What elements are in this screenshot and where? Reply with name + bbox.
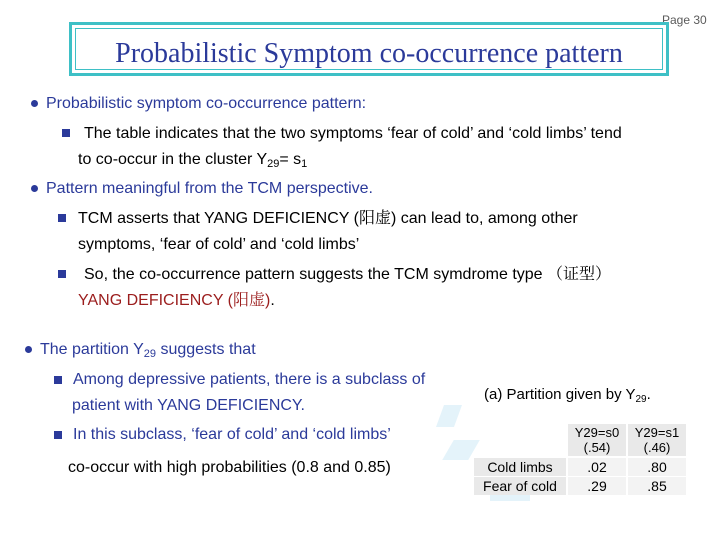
cell-cold-limbs-s0: .02 xyxy=(568,458,626,476)
page-number: Page 30 xyxy=(662,13,707,27)
column-header-s1-label: Y29=s1 xyxy=(634,425,680,440)
bullet-2-2-line1: So, the co-occurrence pattern suggests the TCM symdrome type （证型） xyxy=(84,266,612,283)
row-label-cold-limbs: Cold limbs xyxy=(474,458,566,476)
bullet-dot-1 xyxy=(31,100,38,107)
bullet-dot-3 xyxy=(25,346,32,353)
cluster-subscript: 29 xyxy=(267,158,280,170)
figure-caption-sub: 29 xyxy=(635,394,647,405)
partition-table-figure xyxy=(468,378,698,503)
column-header-s1 xyxy=(628,424,686,456)
table-row xyxy=(474,477,686,495)
table-row xyxy=(474,458,686,476)
column-header-s0-pct: (.54) xyxy=(583,440,611,455)
bullet-2-2-line2 xyxy=(78,291,275,311)
bullet-1-text: Probabilistic symptom co-occurrence pattern: xyxy=(46,95,367,112)
bullet-2-2-line2-end: . xyxy=(270,292,275,309)
state-subscript: 1 xyxy=(301,158,308,170)
bullet-2-1-line1: TCM asserts that YANG DEFICIENCY (阳虚) can lead to, among other xyxy=(78,210,578,227)
bullet-3-pre: The partition Y xyxy=(40,341,144,358)
bullet-square-3-2 xyxy=(54,431,62,439)
cell-cold-limbs-s1: .80 xyxy=(628,458,686,476)
bullet-square-1-1 xyxy=(62,129,70,137)
bullet-3-post: suggests that xyxy=(156,341,256,358)
bullet-1-1-line2 xyxy=(78,150,307,174)
bullet-square-2-1 xyxy=(58,214,66,222)
cell-fear-of-cold-s1: .85 xyxy=(628,477,686,495)
figure-caption-post: . xyxy=(646,386,651,403)
title-box xyxy=(69,22,669,76)
bullet-1-1-line2-pre: to co-occur in the cluster Y xyxy=(78,151,268,168)
bullet-square-3-1 xyxy=(54,376,62,384)
bullet-3-text xyxy=(40,340,256,364)
column-header-s1-pct: (.46) xyxy=(643,440,671,455)
table-header-row xyxy=(474,424,686,456)
partition-subscript: 29 xyxy=(143,348,157,360)
figure-caption-pre: (a) Partition given by Y xyxy=(484,386,636,403)
slide-title: Probabilistic Symptom co-occurrence pattern xyxy=(115,38,623,69)
column-header-s0-label: Y29=s0 xyxy=(574,425,620,440)
bullet-square-2-2 xyxy=(58,270,66,278)
cell-fear-of-cold-s0: .29 xyxy=(568,477,626,495)
bullet-2-text: Pattern meaningful from the TCM perspective. xyxy=(46,180,373,197)
figure-caption xyxy=(484,386,651,405)
bullet-dot-2 xyxy=(31,185,38,192)
bullet-2-1-line2: symptoms, ‘fear of cold’ and ‘cold limbs’ xyxy=(78,236,360,253)
decorative-shape xyxy=(436,405,462,427)
column-header-s0 xyxy=(568,424,626,456)
bullet-1-1-line1: The table indicates that the two symptoms ‘fear of cold’ and ‘cold limbs’ tend xyxy=(84,125,622,142)
bullet-3-2-line1: In this subclass, ‘fear of cold’ and ‘cold limbs’ xyxy=(73,426,391,443)
bullet-3-1-line1: Among depressive patients, there is a subclass of xyxy=(73,371,426,388)
bullet-3-1-line2: patient with YANG DEFICIENCY. xyxy=(72,397,305,414)
bullet-1-1-line2-mid: = s xyxy=(279,151,302,168)
row-label-fear-of-cold: Fear of cold xyxy=(474,477,566,495)
bullet-3-2-line2: co-occur with high probabilities (0.8 and 0.85) xyxy=(68,459,391,476)
yang-deficiency-highlight: YANG DEFICIENCY (阳虚) xyxy=(78,292,271,309)
